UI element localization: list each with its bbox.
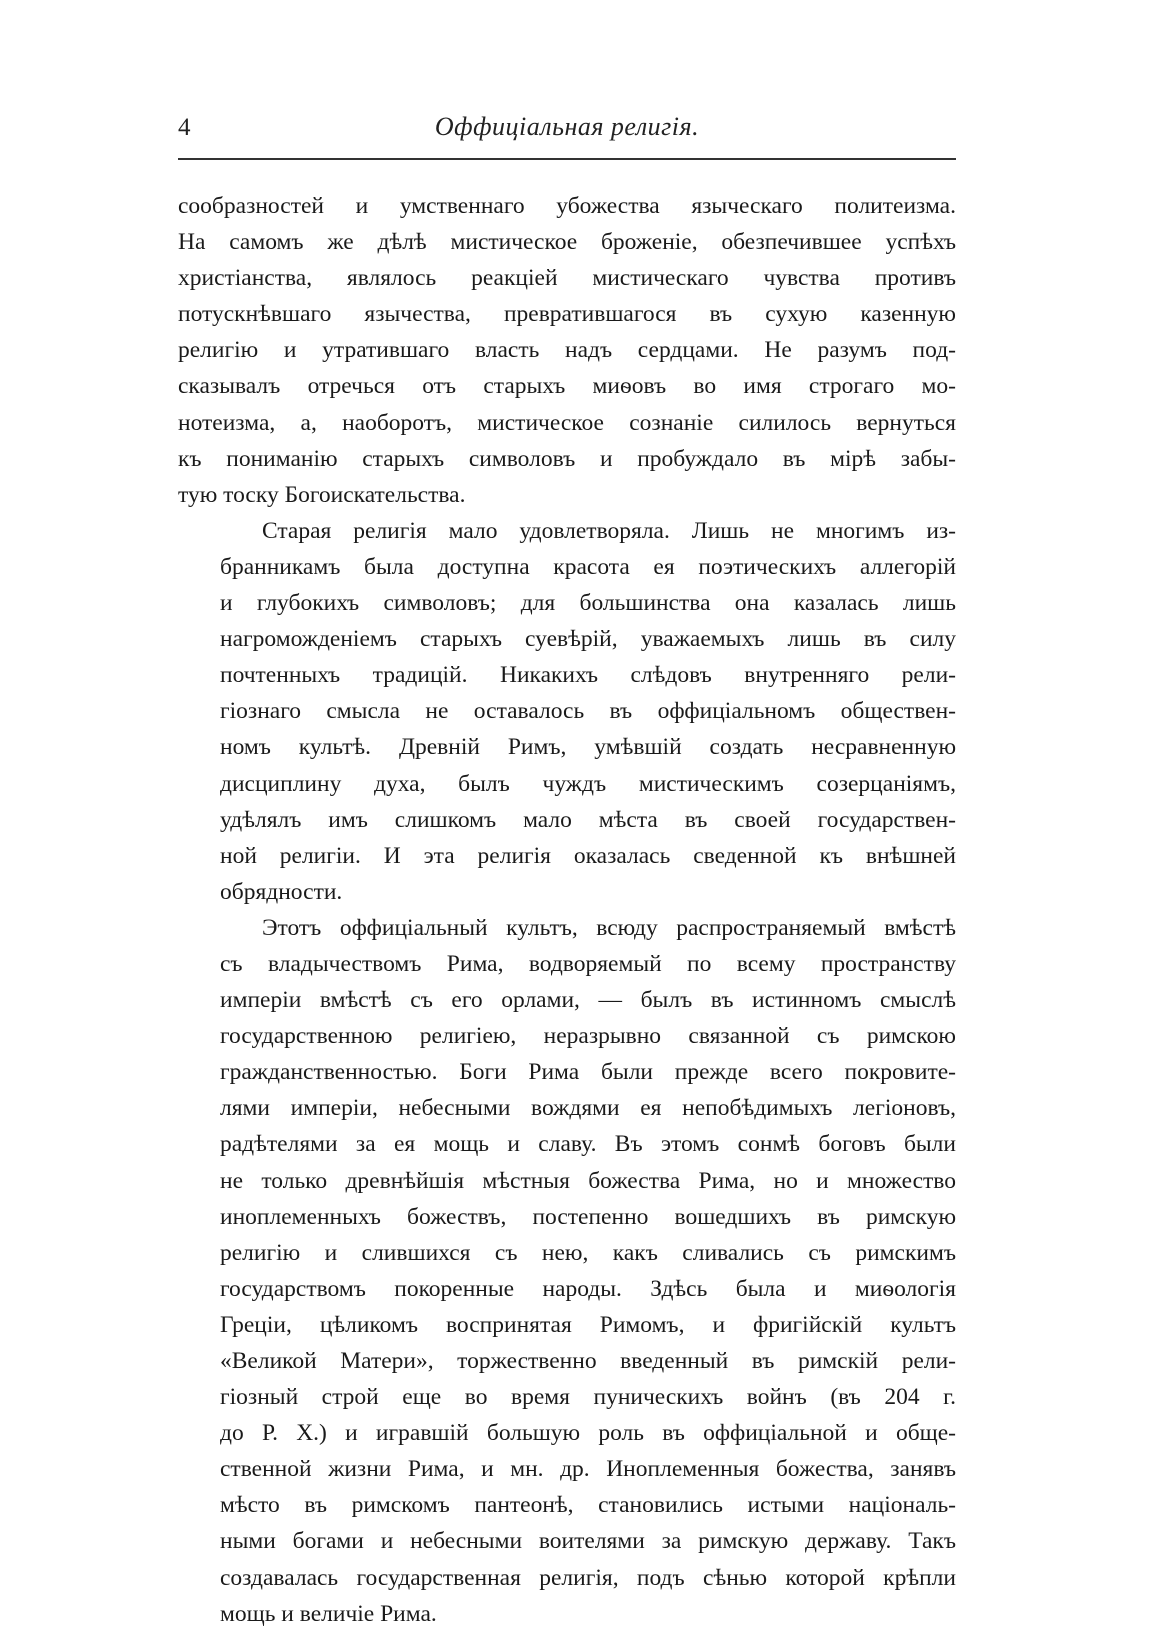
text-line: имперіи вмѣстѣ съ его орлами, — былъ въ истинномъ смыслѣ (220, 987, 956, 1014)
page-header (178, 108, 956, 156)
text-line: Старая религія мало удовлетворяла. Лишь не многимъ из- (262, 517, 956, 544)
text-line: иноплеменныхъ божествъ, постепенно вошедшихъ въ римскую (220, 1203, 956, 1230)
text-line: ственной жизни Рима, и мн. др. Иноплеменныя божества, занявъ (220, 1456, 956, 1483)
body-text (178, 188, 956, 1632)
running-title: Оффиціальная религія. (434, 112, 700, 141)
text-line: бранникамъ была доступна красота ея поэтическихъ аллегорій (220, 553, 956, 580)
text-line: съ владычествомъ Рима, водворяемый по всему пространству (220, 950, 956, 977)
text-line: создавалась государственная религія, подъ сѣнью которой крѣпли (220, 1564, 956, 1591)
text-line: ными богами и небесными воителями за римскую державу. Такъ (220, 1528, 956, 1555)
text-line: лями имперіи, небесными вождями ея непобѣдимыхъ легіоновъ, (220, 1095, 956, 1122)
text-line: государствомъ покоренные народы. Здѣсь была и миѳологія (220, 1275, 956, 1302)
text-line: обрядности. (220, 878, 343, 905)
text-line: На самомъ же дѣлѣ мистическое броженіе, обезпечившее успѣхъ (178, 229, 956, 256)
text-line: почтенныхъ традицій. Никакихъ слѣдовъ внутренняго рели- (220, 662, 956, 689)
text-line: нагроможденіемъ старыхъ суевѣрій, уважаемыхъ лишь въ силу (220, 626, 956, 653)
text-line: христіанства, являлось реакціей мистическаго чувства противъ (178, 265, 956, 292)
page-number: 4 (178, 114, 191, 141)
text-line: нотеизма, а, наоборотъ, мистическое сознаніе силилось вернуться (178, 409, 956, 436)
text-line: удѣлялъ имъ слишкомъ мало мѣста въ своей государствен- (220, 806, 956, 833)
paragraph (178, 513, 956, 910)
paragraph (178, 910, 956, 1632)
text-line: радѣтелями за ея мощь и славу. Въ этомъ сонмѣ боговъ были (220, 1131, 956, 1158)
text-line: до Р. Х.) и игравшій большую роль въ оффиціальной и обще- (220, 1420, 956, 1447)
text-line: потускнѣвшаго язычества, превратившагося въ сухую казенную (178, 301, 956, 328)
text-line: къ пониманію старыхъ символовъ и пробуждало въ мірѣ забы- (178, 445, 956, 472)
text-line: государственною религіею, неразрывно связанной съ римскою (220, 1023, 956, 1050)
text-line: тую тоску Богоискательства. (178, 481, 466, 508)
text-line: религію и слившихся съ нею, какъ сливались съ римскимъ (220, 1239, 956, 1266)
text-line: дисциплину духа, былъ чуждъ мистическимъ созерцаніямъ, (220, 770, 956, 797)
text-line: сказывалъ отречься отъ старыхъ миѳовъ во имя строгаго мо- (178, 373, 956, 400)
text-line: не только древнѣйшія мѣстныя божества Рима, но и множество (220, 1167, 956, 1194)
text-line: гіознаго смысла не оставалось въ оффиціальномъ обществен- (220, 698, 956, 725)
text-line: гіозный строй еще во время пуническихъ войнъ (въ 204 г. (220, 1384, 956, 1411)
text-line: религію и утратившаго власть надъ сердцами. Не разумъ под- (178, 337, 956, 364)
text-line: Греціи, цѣликомъ воспринятая Римомъ, и фригійскій культъ (220, 1311, 956, 1338)
text-line: «Великой Матери», торжественно введенный въ римскій рели- (220, 1348, 956, 1374)
paragraph (178, 188, 956, 513)
text-line: мѣсто въ римскомъ пантеонѣ, становились истыми національ- (220, 1492, 956, 1519)
header-rule (178, 158, 956, 160)
text-line: сообразностей и умственнаго убожества языческаго политеизма. (178, 193, 956, 219)
text-line: ной религіи. И эта религія оказалась сведенной къ внѣшней (220, 842, 956, 869)
text-line: мощь и величіе Рима. (220, 1600, 437, 1627)
text-line: Этотъ оффиціальный культъ, всюду распространяемый вмѣстѣ (262, 914, 956, 941)
text-line: и глубокихъ символовъ; для большинства она казалась лишь (220, 590, 956, 617)
text-line: гражданственностью. Боги Рима были прежде всего покровите- (220, 1059, 956, 1086)
text-line: номъ культѣ. Древній Римъ, умѣвшій создать несравненную (220, 734, 956, 761)
